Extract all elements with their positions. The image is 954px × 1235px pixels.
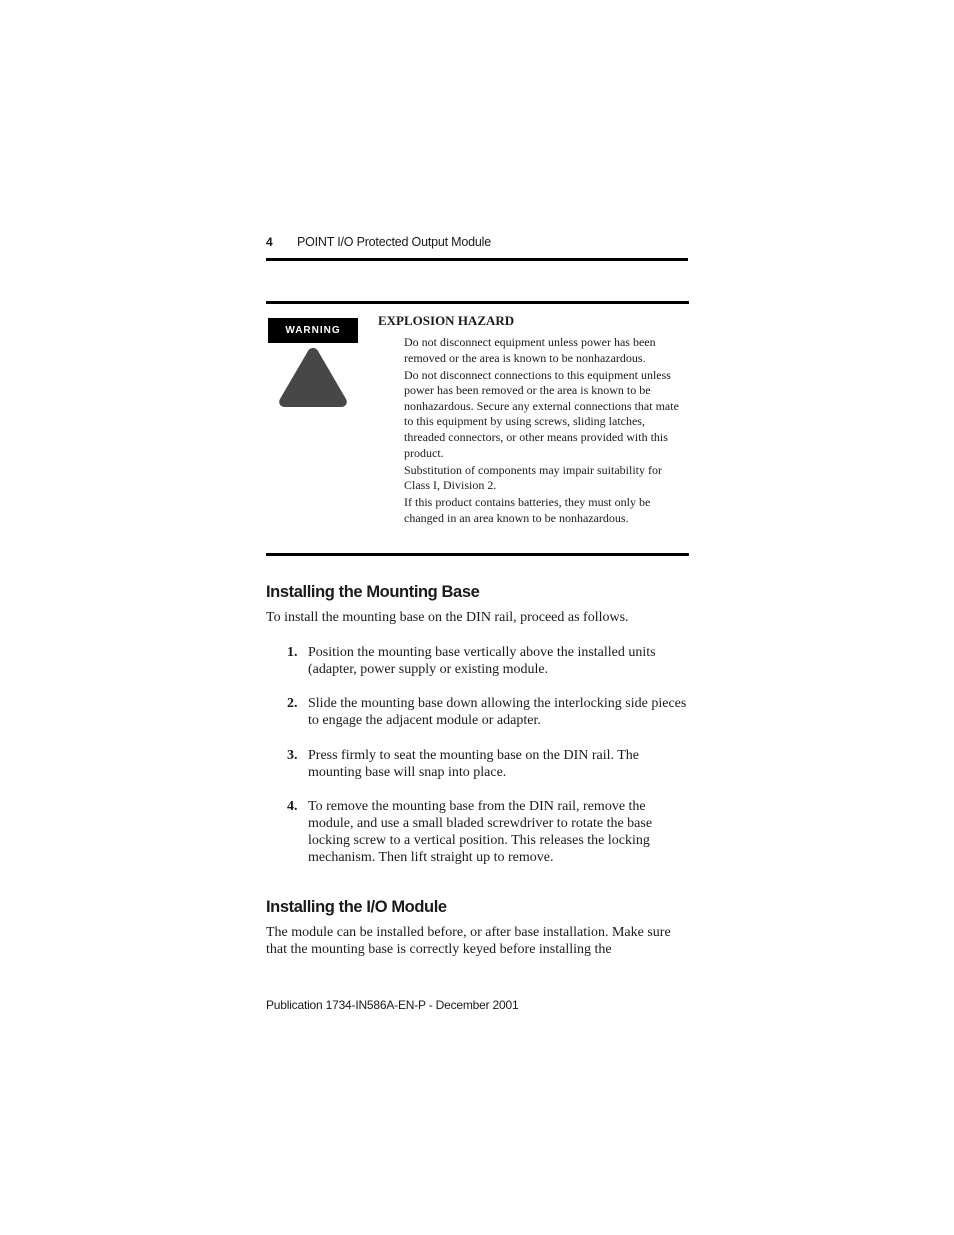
step-number: 1. bbox=[287, 645, 298, 660]
step-text: Press firmly to seat the mounting base on the DIN rail. The mounting base will snap into place. bbox=[308, 748, 640, 780]
page-number: 4 bbox=[266, 235, 273, 249]
running-title: POINT I/O Protected Output Module bbox=[297, 235, 491, 249]
header-rule bbox=[266, 258, 688, 261]
warning-triangle-icon bbox=[277, 344, 349, 410]
step-number: 4. bbox=[287, 799, 298, 814]
step-text: Slide the mounting base down allowing the interlocking side pieces to engage the adjacent module or adapter. bbox=[308, 696, 687, 728]
mounting-intro: To install the mounting base on the DIN rail, proceed as follows. bbox=[266, 610, 629, 625]
section-heading-mounting-base: Installing the Mounting Base bbox=[266, 583, 480, 601]
warning-paragraph: Do not disconnect equipment unless power has been removed or the area is known to be nonhazardous. bbox=[404, 335, 656, 365]
step-text: To remove the mounting base from the DIN rail, remove the module, and use a small bladed screwdriver to rotate the base locking screw to a vertical position. This releases the locking mechanism. Then lift straight up to remove. bbox=[308, 799, 653, 865]
warning-paragraph: If this product contains batteries, they must only be changed in an area known to be nonhazardous. bbox=[404, 495, 651, 525]
io-module-intro: The module can be installed before, or after base installation. Make sure that the mounting base is correctly keyed before installing the bbox=[266, 925, 671, 957]
publication-footer: Publication 1734-IN586A-EN-P - December 2001 bbox=[266, 998, 519, 1012]
warning-body bbox=[404, 335, 688, 528]
step-number: 3. bbox=[287, 748, 298, 763]
hazard-title: EXPLOSION HAZARD bbox=[378, 313, 515, 328]
step-number: 2. bbox=[287, 696, 298, 711]
warning-badge: WARNING bbox=[268, 318, 358, 343]
section-heading-io-module: Installing the I/O Module bbox=[266, 898, 447, 916]
warning-top-rule bbox=[266, 301, 689, 304]
warning-paragraph: Substitution of components may impair suitability for Class I, Division 2. bbox=[404, 462, 662, 493]
step-text: Position the mounting base vertically above the installed units (adapter, power supply or existing module. bbox=[308, 645, 656, 677]
warning-bottom-rule bbox=[266, 553, 689, 556]
warning-paragraph: Do not disconnect connections to this equipment unless power has been removed or the area is known to be nonhazardous. Secure any external connections that mate to this equipment by using screws, sliding latches, threaded connectors, or other means provided with this product. bbox=[404, 367, 679, 460]
